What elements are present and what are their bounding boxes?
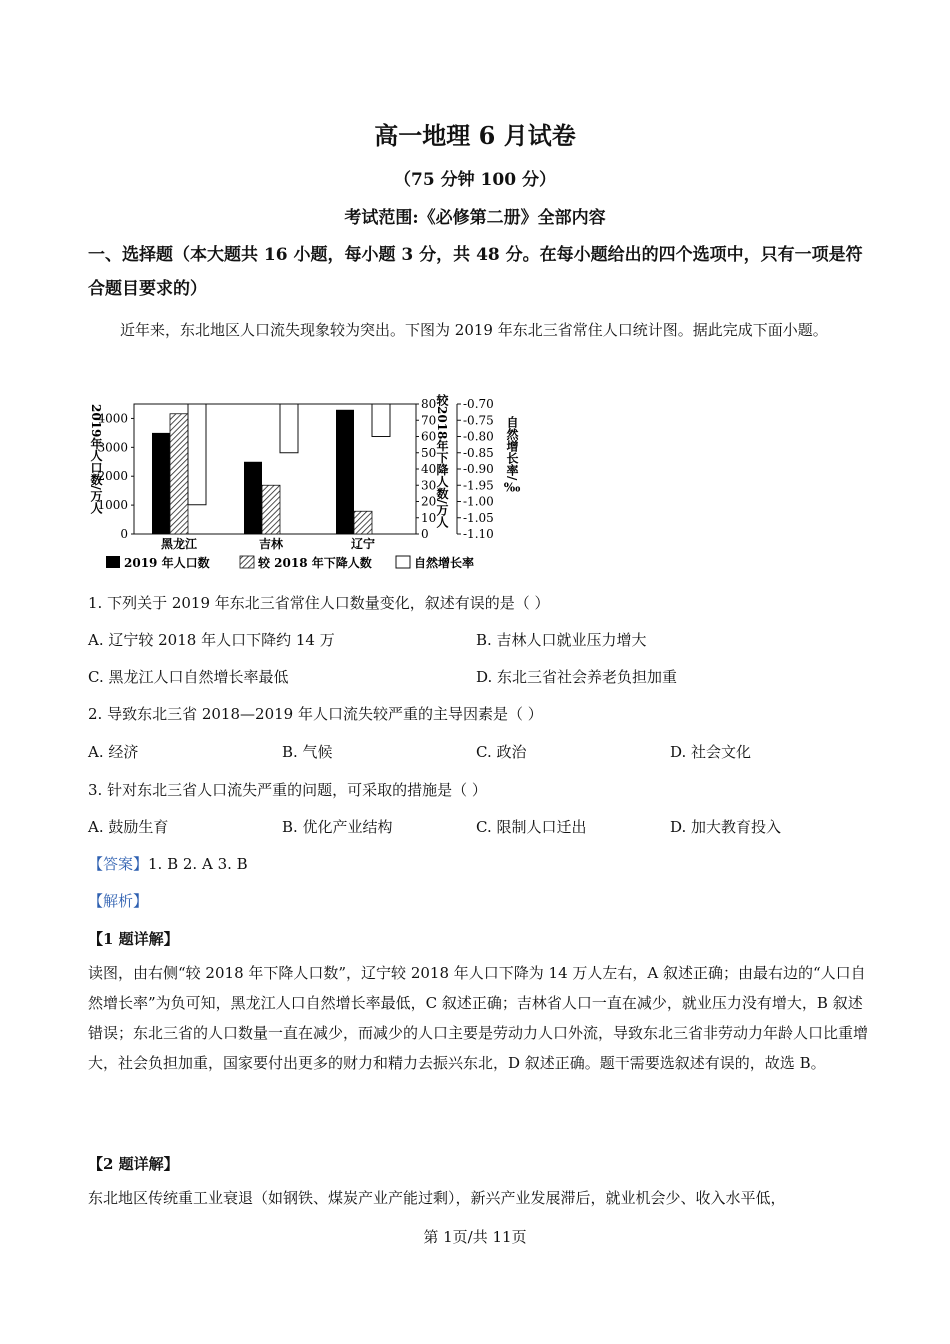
question-3-stem: 3. 针对东北三省人口流失严重的问题，可采取的措施是（ ）: [88, 781, 487, 799]
right-tick-label: -0.85: [463, 445, 494, 460]
detail-2-heading: 【2 题详解】: [88, 1155, 179, 1173]
detail-2-text: 东北地区传统重工业衰退（如钢铁、煤炭产业产能过剩），新兴产业发展滞后，就业机会少、收入水平低，: [88, 1189, 786, 1207]
bar-population: [244, 462, 262, 534]
bar-decline: [262, 485, 280, 534]
middle-axis-ticks: [416, 397, 436, 541]
middle-tick-label: 0: [421, 527, 429, 541]
bars: [152, 404, 390, 534]
category-labels: [161, 536, 375, 551]
bar-growth-rate: [188, 404, 206, 505]
question-3-option-b: B. 优化产业结构: [282, 818, 393, 836]
question-1-option-b: B. 吉林人口就业压力增大: [476, 631, 647, 649]
question-1-option-c: C. 黑龙江人口自然增长率最低: [88, 668, 289, 686]
question-3-option-d: D. 加大教育投入: [670, 818, 782, 836]
left-axis-label: 2019年人口数/万人: [89, 404, 103, 514]
left-tick-label: 3000: [97, 440, 128, 455]
middle-tick-label: 80: [421, 397, 437, 411]
middle-tick-label: 50: [421, 445, 437, 460]
question-1-stem: 1. 下列关于 2019 年东北三省常住人口数量变化，叙述有误的是（ ）: [88, 594, 550, 612]
legend: [106, 555, 474, 570]
exam-scope: 考试范围:《必修第二册》全部内容: [344, 208, 606, 228]
left-tick-label: 4000: [97, 411, 128, 426]
analysis-tag: 【解析】: [88, 892, 149, 910]
question-2-option-d: D. 社会文化: [670, 743, 752, 761]
legend-label-growth: 自然增长率: [414, 556, 475, 570]
answer-line: [88, 853, 248, 874]
page-title: 高一地理 6 月试卷: [374, 121, 576, 150]
population-chart: [84, 392, 524, 576]
right-axis-ticks: [457, 397, 494, 541]
right-tick-label: -1.00: [463, 494, 494, 509]
bar-growth-rate: [372, 404, 390, 437]
question-2-option-c: C. 政治: [476, 743, 527, 761]
right-tick-label: -1.10: [463, 527, 494, 541]
right-axis-label: 自然增长率/‰: [505, 416, 519, 495]
answer-tag: 【答案】: [88, 855, 149, 873]
section-heading: 一、选择题（本大题共 16 小题，每小题 3 分，共 48 分。在每小题给出的四个选项中，只有一项是符合题目要求的）: [88, 245, 863, 299]
bar-population: [336, 410, 354, 534]
category-label: 黑龙江: [160, 537, 198, 551]
legend-swatch-population: [106, 556, 120, 568]
bar-growth-rate: [280, 404, 298, 453]
question-3-option-a: A. 鼓励生育: [88, 818, 169, 836]
right-tick-label: -1.05: [463, 510, 494, 525]
middle-tick-label: 30: [421, 478, 437, 493]
middle-tick-label: 10: [421, 510, 437, 525]
answer-text: 1. B 2. A 3. B: [148, 855, 248, 873]
middle-axis-label: 较2018年下降人数/万人: [435, 394, 449, 528]
question-3-option-c: C. 限制人口迁出: [476, 818, 587, 836]
right-tick-label: -0.90: [463, 462, 494, 476]
bar-decline: [170, 414, 188, 534]
right-tick-label: -1.95: [463, 478, 494, 493]
legend-swatch-decline: [240, 556, 254, 568]
page-footer: 第 1页/共 11页: [423, 1228, 527, 1246]
detail-1-heading: 【1 题详解】: [88, 930, 179, 948]
category-label: 吉林: [258, 537, 284, 551]
right-tick-label: -0.75: [463, 413, 494, 428]
question-2-option-a: A. 经济: [88, 743, 139, 761]
legend-swatch-growth: [396, 556, 410, 568]
left-tick-label: 0: [120, 527, 128, 541]
right-tick-label: -0.80: [463, 429, 494, 444]
left-tick-label: 2000: [97, 469, 128, 484]
legend-label-population: 2019 年人口数: [124, 556, 210, 570]
question-2-stem: 2. 导致东北三省 2018—2019 年人口流失较严重的主导因素是（ ）: [88, 705, 543, 723]
middle-tick-label: 20: [421, 494, 437, 509]
right-tick-label: -0.70: [463, 397, 494, 411]
question-2-option-b: B. 气候: [282, 743, 333, 761]
middle-tick-label: 40: [421, 462, 437, 476]
question-1-option-a: A. 辽宁较 2018 年人口下降约 14 万: [88, 631, 335, 649]
middle-tick-label: 60: [421, 429, 437, 444]
category-label: 辽宁: [350, 537, 376, 551]
bar-population: [152, 433, 170, 534]
intro-paragraph: 近年来，东北地区人口流失现象较为突出。下图为 2019 年东北三省常住人口统计图。据此完成下面小题。: [120, 321, 828, 339]
legend-label-decline: 较 2018 年下降人数: [258, 556, 372, 570]
exam-duration-score: （75 分钟 100 分）: [394, 170, 556, 190]
detail-1-text: 读图，由右侧“较 2018 年下降人口数”，辽宁较 2018 年人口下降为 14 万人左右，A 叙述正确；由最右边的“人口自然增长率”为负可知，黑龙江人口自然增长率最低，C 叙述正确；吉林省人口一直在减少，就业压力没有增大，B 叙述错误；东北三省的人口数量一直在减少，而减少的人口主要是劳动力人口外流，导致东北三省非劳动力年龄人口比重增大，社会负担加重，国家要付出更多的财力和精力去振兴东北，D 叙述正确。题干需要选叙述有误的，故选 B。: [88, 964, 869, 1072]
left-tick-label: 1000: [97, 498, 128, 513]
bar-decline: [354, 511, 372, 534]
question-1-option-d: D. 东北三省社会养老负担加重: [476, 668, 678, 686]
middle-tick-label: 70: [421, 413, 437, 428]
